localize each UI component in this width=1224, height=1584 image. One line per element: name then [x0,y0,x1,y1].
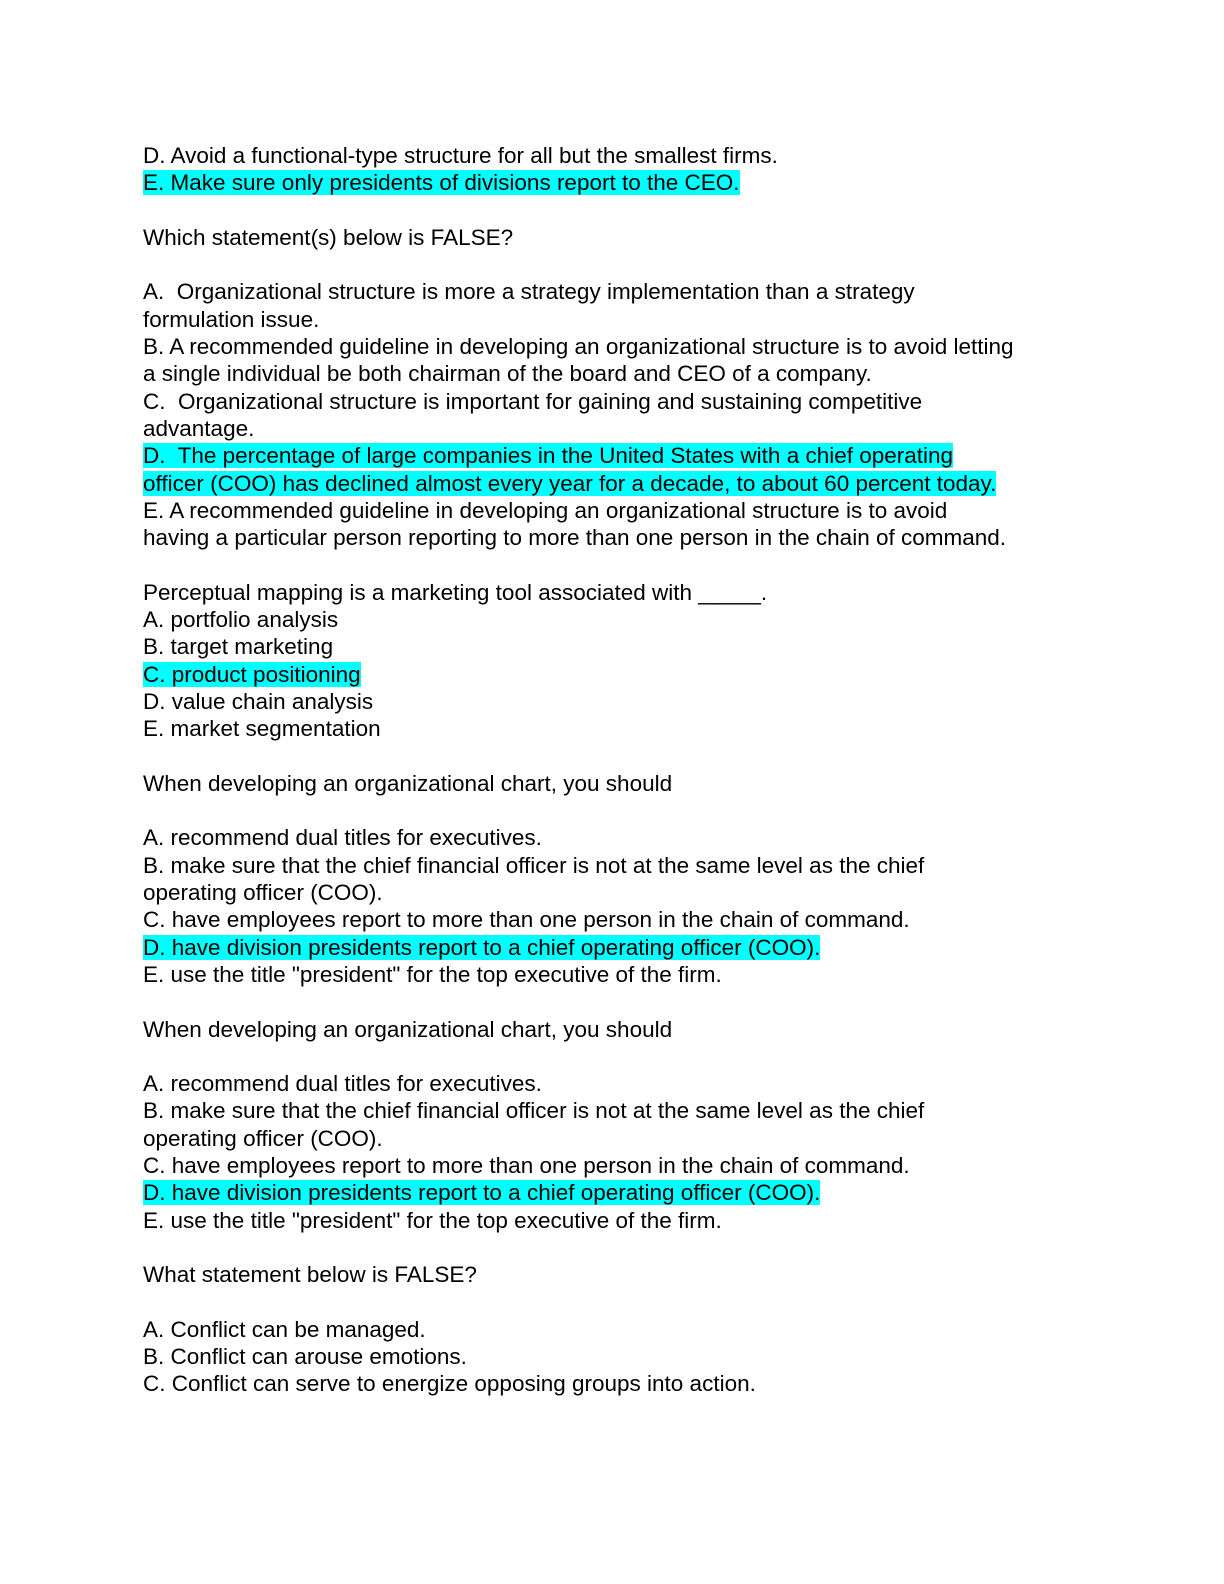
q5-option-a: A. Conflict can be managed. [143,1316,426,1342]
q1-option-d-answer-line2 [143,470,1083,497]
q0-option-e-answer [143,169,1083,196]
spacer [143,797,1083,824]
spacer [143,1288,1083,1315]
document-page [143,142,1083,1398]
answer-highlight: D. have division presidents report to a chief operating officer (COO). [143,1180,821,1206]
spacer [143,988,1083,1015]
q1-option-e-line1: E. A recommended guideline in developing an organizational structure is to avoid [143,497,948,523]
q1-option-a-line2: formulation issue. [143,306,320,332]
spacer [143,743,1083,770]
q3-option-d-answer [143,934,1083,961]
q5-question: What statement below is FALSE? [143,1262,477,1288]
q1-option-b-line2: a single individual be both chairman of the board and CEO of a company. [143,361,872,387]
q4-option-a: A. recommend dual titles for executives. [143,1071,542,1097]
q3-option-e: E. use the title "president" for the top executive of the firm. [143,961,722,987]
q1-option-c-line2: advantage. [143,415,255,441]
q1-option-a-line1: A. Organizational structure is more a strategy implementation than a strategy [143,279,915,305]
q3-option-b-line1: B. make sure that the chief financial officer is not at the same level as the chief [143,852,925,878]
answer-highlight: C. product positioning [143,661,361,687]
q2-option-c-answer [143,661,1083,688]
q5-option-c: C. Conflict can serve to energize opposing groups into action. [143,1371,756,1397]
spacer [143,197,1083,224]
q4-option-b-line2: operating officer (COO). [143,1125,383,1151]
answer-highlight: E. Make sure only presidents of divisions report to the CEO. [143,170,740,196]
answer-highlight: D. The percentage of large companies in the United States with a chief operating [143,443,954,469]
answer-highlight: D. have division presidents report to a chief operating officer (COO). [143,934,821,960]
q4-question: When developing an organizational chart, you should [143,1016,673,1042]
spacer [143,551,1083,578]
q2-option-d: D. value chain analysis [143,688,374,714]
q4-option-e: E. use the title "president" for the top executive of the firm. [143,1207,722,1233]
answer-highlight: officer (COO) has declined almost every year for a decade, to about 60 percent today. [143,470,997,496]
q0-option-d: D. Avoid a functional-type structure for all but the smallest firms. [143,143,778,168]
q2-option-e: E. market segmentation [143,716,381,742]
q4-option-d-answer [143,1179,1083,1206]
q1-question: Which statement(s) below is FALSE? [143,224,514,250]
spacer [143,251,1083,278]
q4-option-b-line1: B. make sure that the chief financial officer is not at the same level as the chief [143,1098,925,1124]
spacer [143,1234,1083,1261]
q3-question: When developing an organizational chart, you should [143,770,673,796]
q1-option-e-line2: having a particular person reporting to more than one person in the chain of command. [143,525,1007,551]
q3-option-a: A. recommend dual titles for executives. [143,825,542,851]
q3-option-c: C. have employees report to more than one person in the chain of command. [143,907,910,933]
q1-option-d-answer-line1 [143,442,1083,469]
q2-option-b: B. target marketing [143,634,334,660]
q4-option-c: C. have employees report to more than one person in the chain of command. [143,1152,910,1178]
spacer [143,1043,1083,1070]
q3-option-b-line2: operating officer (COO). [143,880,383,906]
q2-option-a: A. portfolio analysis [143,607,339,633]
q5-option-b: B. Conflict can arouse emotions. [143,1344,467,1370]
q1-option-b-line1: B. A recommended guideline in developing an organizational structure is to avoid letting [143,334,1014,360]
q1-option-c-line1: C. Organizational structure is important for gaining and sustaining competitive [143,388,923,414]
q2-question: Perceptual mapping is a marketing tool associated with _____. [143,579,768,605]
